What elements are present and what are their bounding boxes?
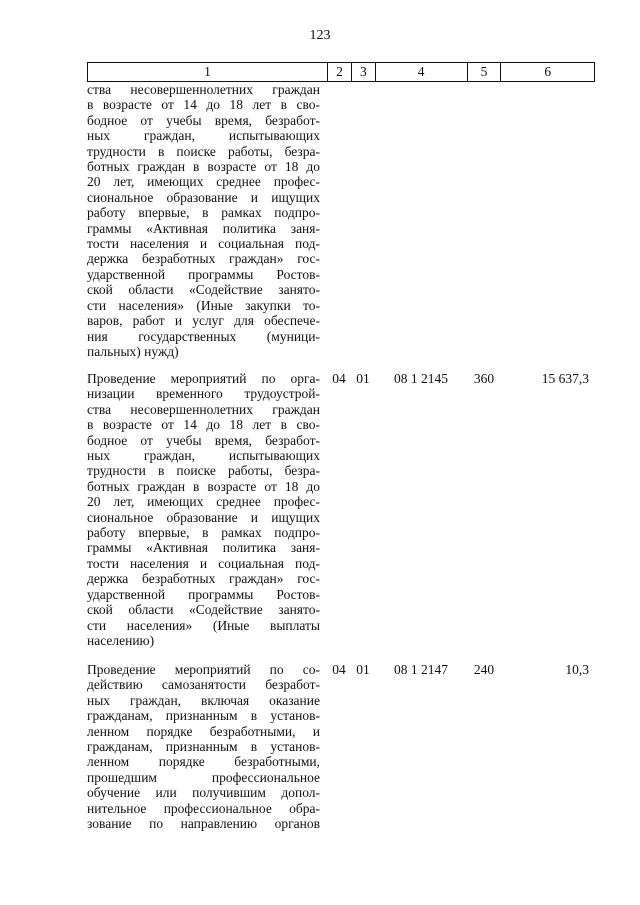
- description-line: держка безработных граждан» гос-: [87, 571, 320, 587]
- table-body: [87, 82, 595, 831]
- cell-col-5: 360: [473, 371, 495, 386]
- header-col-6: 6: [500, 63, 594, 81]
- description-line: ботных граждан в возрасте от 18 до: [87, 159, 320, 175]
- description-line: нительное профессиональное обра-: [87, 800, 320, 816]
- description-line: варов, работ и услуг для обеспече-: [87, 313, 320, 329]
- description-line: в возрасте от 14 до 18 лет в сво-: [87, 97, 320, 113]
- description-line: в возрасте от 14 до 18 лет в сво-: [87, 417, 320, 433]
- header-col-3: 3: [351, 63, 375, 81]
- header-col-1: 1: [204, 64, 211, 79]
- description-line: 20 лет, имеющих среднее профес-: [87, 174, 320, 190]
- description-line: зование по направлению органов: [87, 816, 320, 832]
- description-line: тости населения и социальная под-: [87, 236, 320, 252]
- cell-col-5: [467, 82, 501, 367]
- table-row: [87, 371, 595, 660]
- header-col-4: 4: [375, 63, 467, 81]
- description-line: ботных граждан в возрасте от 18 до: [87, 478, 320, 494]
- description-line: ных граждан, испытывающих: [87, 128, 320, 144]
- cell-col-2: 04: [332, 371, 346, 386]
- description-line: ленном порядке безработными, и: [87, 723, 320, 739]
- description-line: трудности в поиске работы, безра-: [87, 143, 320, 159]
- description-line: обучение или получившим допол-: [87, 785, 320, 801]
- cell-col-3: [351, 82, 375, 367]
- cell-col-4: [375, 82, 467, 367]
- cell-col-3: 01: [356, 662, 370, 677]
- description-line: сти населения» (Иные закупки то-: [87, 297, 320, 313]
- description-line: ния государственных (муници-: [87, 328, 320, 344]
- row-description: [87, 82, 327, 367]
- description-line: ства несовершеннолетних граждан: [87, 401, 320, 417]
- description-line: сти населения» (Иные выплаты: [87, 617, 320, 633]
- table-row: [87, 82, 595, 367]
- description-line: Проведение мероприятий по орга-: [87, 371, 320, 386]
- table-row: [87, 662, 595, 831]
- description-line: ных граждан, включая оказание: [87, 692, 320, 708]
- description-line: трудности в поиске работы, безра-: [87, 463, 320, 479]
- cell-col-2: [327, 82, 351, 367]
- header-col-5: 5: [467, 63, 501, 81]
- description-line: 20 лет, имеющих среднее профес-: [87, 494, 320, 510]
- description-line: населению): [87, 632, 155, 648]
- row-description: [87, 662, 327, 831]
- table-header: [87, 62, 595, 82]
- cell-col-6: 10,3: [565, 662, 589, 677]
- description-line: ных граждан, испытывающих: [87, 448, 320, 464]
- description-line: ударственной программы Ростов-: [87, 586, 320, 602]
- description-line: сиональное образование и ищущих: [87, 509, 320, 525]
- description-line: ской области «Содействие занято-: [87, 602, 320, 618]
- description-line: прошедшим профессиональное: [87, 769, 320, 785]
- description-line: работу впервые, в рамках подпро-: [87, 205, 320, 221]
- description-line: ленном порядке безработными,: [87, 754, 320, 770]
- cell-col-5: 240: [473, 662, 495, 677]
- description-line: действию самозанятости безработ-: [87, 677, 320, 693]
- description-line: граммы «Активная политика заня-: [87, 220, 320, 236]
- cell-col-2: 04: [332, 662, 346, 677]
- description-line: ской области «Содействие занято-: [87, 282, 320, 298]
- cell-col-4: 08 1 2145: [394, 371, 448, 386]
- row-description: [87, 371, 327, 660]
- description-line: держка безработных граждан» гос-: [87, 251, 320, 267]
- description-line: бодное от учебы время, безработ-: [87, 432, 320, 448]
- header-col-2: 2: [327, 63, 351, 81]
- description-line: ства несовершеннолетних граждан: [87, 82, 320, 97]
- description-line: гражданам, признанным в установ-: [87, 739, 320, 755]
- description-line: Проведение мероприятий по со-: [87, 662, 320, 677]
- description-line: гражданам, признанным в установ-: [87, 708, 320, 724]
- description-line: пальных) нужд): [87, 343, 179, 359]
- description-line: низации временного трудоустрой-: [87, 386, 320, 402]
- description-line: тости населения и социальная под-: [87, 555, 320, 571]
- description-line: граммы «Активная политика заня-: [87, 540, 320, 556]
- description-line: ударственной программы Ростов-: [87, 266, 320, 282]
- cell-col-4: 08 1 2147: [394, 662, 448, 677]
- description-line: бодное от учебы время, безработ-: [87, 112, 320, 128]
- cell-col-3: 01: [356, 371, 370, 386]
- page-number: 123: [309, 28, 331, 43]
- cell-col-6: [501, 82, 595, 367]
- description-line: сиональное образование и ищущих: [87, 189, 320, 205]
- description-line: работу впервые, в рамках подпро-: [87, 525, 320, 541]
- cell-col-6: 15 637,3: [541, 371, 589, 386]
